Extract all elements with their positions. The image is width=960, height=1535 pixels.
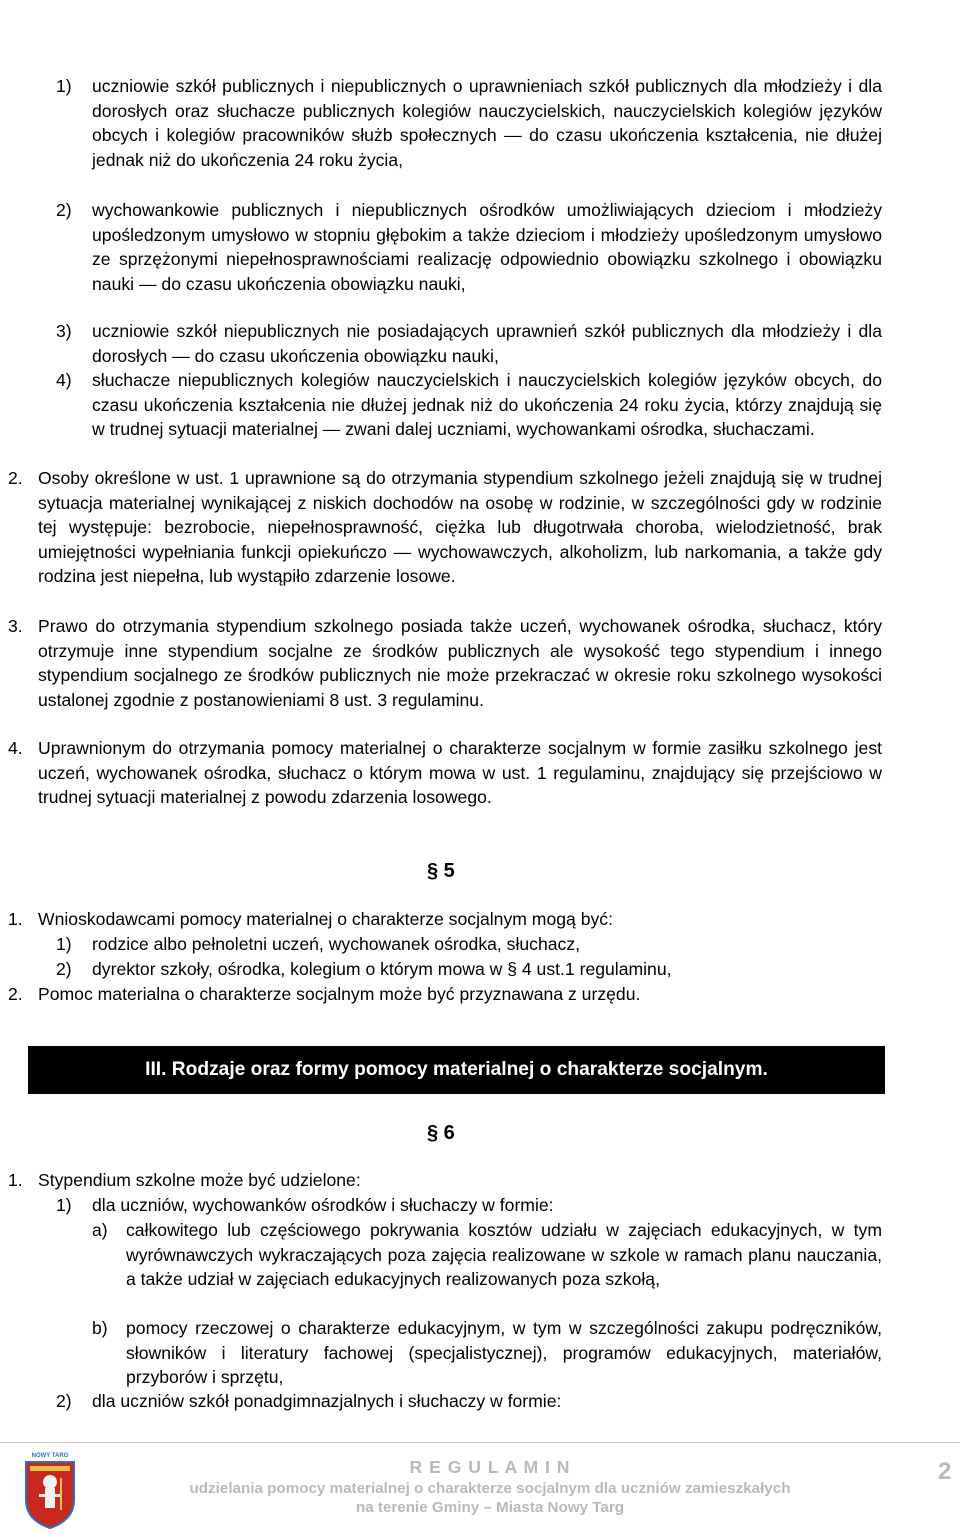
subitem-text: całkowitego lub częściowego pokrywania kosztów udziału w zajęciach edukacyjnych, w tym wyrównawczych wykraczających poza zajęcia realizowane w szkole w ramach planu nauczania, a także udział w zajęciach edukacyjnych realizowanych poza szkołą, (126, 1220, 882, 1289)
item-text: uczniowie szkół publicznych i niepublicznych o uprawnieniach szkół publicznych dla młodzieży i dla dorosłych oraz słuchacze publicznych kolegiów nauczycielskich, nauczycielskich kolegiów języków obcych i kolegiów pracowników służb społecznych — do czasu ukończenia kształcenia, nie dłużej jednak niż do ukończenia 24 roku życia, (92, 76, 882, 170)
item-text: dla uczniów, wychowanków ośrodków i słuchaczy w formie: (92, 1195, 554, 1215)
footer-title: R E G U L A M I N (409, 1457, 571, 1477)
item-marker: 2) (56, 1391, 72, 1411)
point-marker: 2. (8, 468, 23, 488)
point-marker: 1. (8, 1170, 23, 1190)
item-marker: 1) (56, 1195, 72, 1215)
point-marker: 2. (8, 984, 23, 1004)
footer-divider (0, 1442, 960, 1443)
point-text: Osoby określone w ust. 1 uprawnione są do otrzymania stypendium szkolnego jeżeli znajdują się w trudnej sytuacja materialnej wynikającej z niskich dochodów na osobę w rodzinie, w szczególności gdy w rodzinie tej występuje: bezrobocie, niepełnosprawność, ciężka lub długotrwała choroba, wielodzietność, brak umiejętności wypełniania funkcji opiekuńczo — wychowawczych, alkoholizm, lub narkomania, a także gdy rodzina jest niepełna, lub wystąpiło zdarzenie losowe. (38, 468, 882, 586)
subitem-marker: a) (92, 1220, 108, 1240)
item-text: wychowankowie publicznych i niepublicznych ośrodków umożliwiających dzieciom i młodzieży upośledzonym umysłowo w stopniu głębokim a także dzieciom i młodzieży upośledzonym umysłowo ze sprzężonymi niepełnosprawnościami realizację odpowiednio obowiązku szkolnego i obowiązku nauki — do czasu ukończenia obowiązku nauki, (92, 200, 882, 294)
page-number: 2 (938, 1458, 952, 1485)
point-text: Uprawnionym do otrzymania pomocy materialnej o charakterze socjalnym w formie zasiłku szkolnego jest uczeń, wychowanek ośrodka, słuchacz o którym mowa w ust. 1 regulaminu, znajdujący się przejściowo w trudnej sytuacji materialnej z powodu zdarzenia losowego. (38, 738, 882, 807)
item-marker: 2) (56, 959, 72, 979)
subitem-text: pomocy rzeczowej o charakterze edukacyjnym, w tym w szczególności zakupu podręczników, słowników i literatury fachowej (specjalistycznej), programów edukacyjnych, materiałów, przyborów i sprzętu, (126, 1318, 882, 1387)
item-text: dla uczniów szkół ponadgimnazjalnych i słuchaczy w formie: (92, 1391, 562, 1411)
town-crest-logo (22, 1450, 78, 1530)
point-text: Prawo do otrzymania stypendium szkolnego posiada także uczeń, wychowanek ośrodka, słuchacz, który otrzymuje inne stypendium socjalne ze środków publicznych ale wysokość tego stypendium i innego stypendium socjalnego ze środków publicznych nie może przekraczać w okresie roku szkolnego wysokości ustalonej zgodnie z postanowieniami 8 ust. 3 regulaminu. (38, 616, 882, 710)
item-text: dyrektor szkoły, ośrodka, kolegium o którym mowa w § 4 ust.1 regulaminu, (92, 959, 672, 979)
section-heading: § 5 (427, 860, 455, 882)
point-text: Wnioskodawcami pomocy materialnej o charakterze socjalnym mogą być: (38, 909, 613, 929)
point-marker: 3. (8, 616, 23, 636)
item-marker: 1) (56, 76, 72, 96)
point-marker: 1. (8, 909, 23, 929)
item-text: słuchacze niepublicznych kolegiów nauczycielskich i nauczycielskich kolegiów języków obcych, do czasu ukończenia kształcenia nie dłużej jednak niż do ukończenia 24 roku życia, którzy znajdują się w trudnej sytuacji materialnej — zwani dalej uczniami, wychowankami ośrodka, słuchaczami. (92, 370, 882, 439)
point-marker: 4. (8, 738, 23, 758)
item-marker: 1) (56, 934, 72, 954)
crest-icon (22, 1450, 78, 1530)
footer-subtitle-line2: na terenie Gminy – Miasta Nowy Targ (355, 1499, 625, 1516)
item-marker: 2) (56, 200, 72, 220)
chapter-heading-bar: III. Rodzaje oraz formy pomocy materialnej o charakterze socjalnym. (28, 1046, 885, 1094)
point-text: Pomoc materialna o charakterze socjalnym może być przyznawana z urzędu. (38, 984, 641, 1004)
point-text: Stypendium szkolne może być udzielone: (38, 1170, 361, 1190)
item-marker: 3) (56, 321, 72, 341)
subitem-marker: b) (92, 1318, 108, 1338)
crest-caption: NOWY TARG (31, 1453, 69, 1459)
item-marker: 4) (56, 370, 72, 390)
item-text: rodzice albo pełnoletni uczeń, wychowanek ośrodka, słuchacz, (92, 934, 581, 954)
section-heading: § 6 (427, 1122, 455, 1144)
footer-subtitle-line1: udzielania pomocy materialnej o charakterze socjalnym dla uczniów zamieszkałych (189, 1480, 791, 1497)
item-text: uczniowie szkół niepublicznych nie posiadających uprawnień szkół publicznych dla młodzieży i dla dorosłych — do czasu ukończenia obowiązku nauki, (92, 321, 882, 366)
